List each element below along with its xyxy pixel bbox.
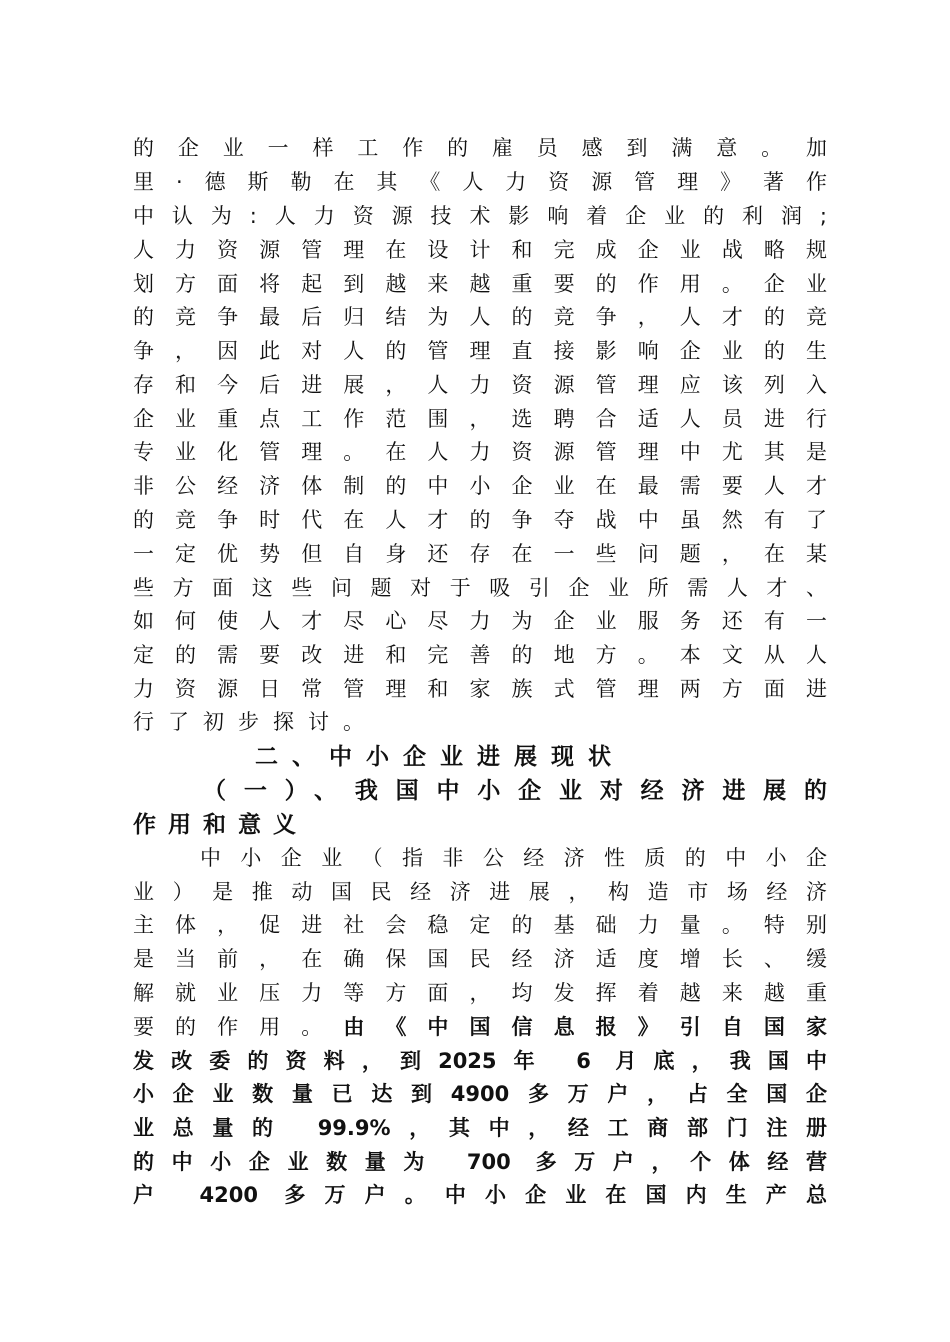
section-heading: 二、中小企业进展现状 xyxy=(255,744,625,770)
paragraph-line: 一定优势但自身还存在一些问题，在某 xyxy=(133,542,827,566)
paragraph-line: 行了初步探讨。 xyxy=(133,710,378,734)
paragraph-line: 的企业一样工作的雇员感到满意。加 xyxy=(133,136,827,160)
paragraph-line: 非公经济体制的中小企业在最需要人才 xyxy=(133,474,827,498)
paragraph-line: 定的需要改进和完善的地方。本文从人 xyxy=(133,643,827,667)
subsection-heading: （一）、我国中小企业对经济进展的 xyxy=(203,778,827,804)
paragraph-line: 存和今后进展，人力资源管理应该列入 xyxy=(133,373,827,397)
bold-paragraph-line: 业总量的 99.9%，其中，经工商部门注册 xyxy=(133,1116,827,1140)
paragraph-line-mixed xyxy=(133,1010,827,1044)
paragraph-line: 中小企业（指非公经济性质的中小企 xyxy=(200,846,827,870)
paragraph-line: 里·德斯勒在其《人力资源管理》著作 xyxy=(133,170,827,194)
paragraph-line: 企业重点工作范围，选聘合适人员进行 xyxy=(133,407,827,431)
paragraph-line: 的竞争最后归结为人的竞争，人才的竞 xyxy=(133,305,827,329)
paragraph-line: 些方面这些问题对于吸引企业所需人才、 xyxy=(133,576,827,600)
bold-paragraph-line: 小企业数量已达到4900多万户，占全国企 xyxy=(133,1082,827,1106)
bold-paragraph-line: 发改委的资料，到2025年 6 月底，我国中 xyxy=(133,1049,827,1073)
paragraph-line: 人力资源管理在设计和完成企业战略规 xyxy=(133,238,827,262)
paragraph-line: 主体，促进社会稳定的基础力量。特别 xyxy=(133,913,827,937)
subsection-heading-continued: 作用和意义 xyxy=(133,812,308,838)
paragraph-line: 划方面将起到越来越重要的作用。企业 xyxy=(133,272,827,296)
bold-paragraph-line: 户 4200 多万户。中小企业在国内生产总 xyxy=(133,1183,827,1207)
paragraph-line: 业）是推动国民经济进展，构造市场经济 xyxy=(133,880,827,904)
normal-text-segment: 要的作用。 xyxy=(133,1015,344,1039)
paragraph-line: 中认为:人力资源技术影响着企业的利润; xyxy=(133,204,827,228)
paragraph-line: 如何使人才尽心尽力为企业服务还有一 xyxy=(133,609,827,633)
paragraph-line: 是当前，在确保国民经济适度增长、缓 xyxy=(133,947,827,971)
paragraph-line: 解就业压力等方面，均发挥着越来越重 xyxy=(133,981,827,1005)
paragraph-line: 的竞争时代在人才的争夺战中虽然有了 xyxy=(133,508,827,532)
paragraph-line: 力资源日常管理和家族式管理两方面进 xyxy=(133,677,827,701)
bold-paragraph-line: 的中小企业数量为 700 多万户，个体经营 xyxy=(133,1150,827,1174)
paragraph-line: 争，因此对人的管理直接影响企业的生 xyxy=(133,339,827,363)
paragraph-line: 专业化管理。在人力资源管理中尤其是 xyxy=(133,440,827,464)
bold-text-segment: 由《中国信息报》引自国家 xyxy=(343,1015,827,1039)
